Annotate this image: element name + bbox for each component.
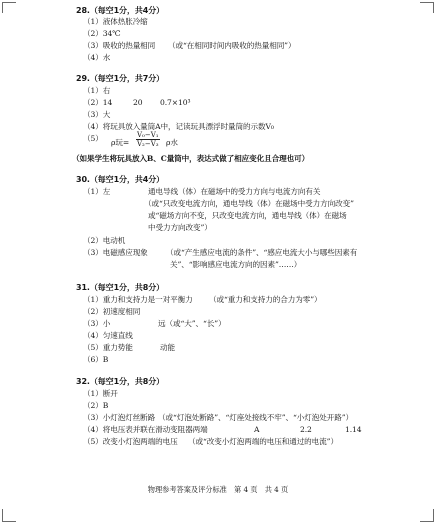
q30-answer-1-line-4: 中受力方向改变”） <box>148 223 212 232</box>
q32-answer-2: （2）B <box>83 401 109 410</box>
q32-answer-1: （1）断开 <box>83 389 118 398</box>
q30-answer-1-label: （1）左 <box>83 187 111 196</box>
q31-answer-3-label: （3）小 <box>83 319 111 328</box>
q29-answer-5-label: （5） <box>83 134 103 143</box>
q28-header: 28.（每空1分，共4分） <box>76 6 165 15</box>
q29-answer-3: （3）大 <box>83 110 111 119</box>
q32-answer-4-value-1: A <box>254 425 260 434</box>
q29-answer-2-mid: 20 <box>133 98 143 107</box>
q28-answer-4: （4）水 <box>83 53 111 62</box>
q28-answer-2: （2）34℃ <box>83 29 121 38</box>
crop-mark-top-right-v <box>433 2 434 13</box>
crop-mark-bottom-right-v <box>433 509 434 522</box>
q31-header: 31.（每空1分，共8分） <box>76 283 165 292</box>
crop-mark-top-left-v <box>2 2 3 13</box>
q28-answer-3: （3）吸收的热量相同 <box>83 41 156 50</box>
q29-formula-denominator: V₂−V₃ <box>137 140 159 148</box>
crop-mark-bottom-left <box>2 521 16 522</box>
q30-answer-1-line-3: 或“磁场方向不变，只改变电流方向，通电导线（体）在磁场 <box>148 211 347 220</box>
q31-answer-4: （4）匀速直线 <box>83 331 133 340</box>
q30-answer-2: （2）电动机 <box>83 236 126 245</box>
q31-answer-3-mid: 远（或“大”、“长”） <box>158 319 226 328</box>
q32-answer-5-alt: （或“改变小灯泡两端的电压和通过的电流”） <box>188 437 338 446</box>
q29-formula-numerator: V₀−V₁ <box>137 131 159 139</box>
crop-mark-top-left <box>2 2 16 3</box>
q29-formula-fraction <box>136 131 160 148</box>
q32-answer-4: （4）将电压表并联在滑动变阻器两端 <box>83 425 208 434</box>
q30-answer-3-label: （3）电磁感应现象 <box>83 248 148 257</box>
q32-answer-4-value-3: 1.14 <box>345 425 362 434</box>
q32-answer-4-value-2: 2.2 <box>300 425 312 434</box>
q28-answer-1: （1）液体热胀冷缩 <box>83 17 148 26</box>
q30-answer-1-line-1: 通电导线（体）在磁场中的受力方向与电流方向有关 <box>148 187 321 196</box>
q32-header: 32.（每空1分，共8分） <box>76 377 165 386</box>
q30-header: 30.（每空1分，共4分） <box>76 175 165 184</box>
q31-answer-1: （1）重力和支持力是一对平衡力 <box>83 295 193 304</box>
q30-answer-1-line-2: （或“只改变电流方向，通电导线（体）在磁场中受力方向改变” <box>144 199 354 208</box>
crop-mark-top-right <box>420 2 434 3</box>
q29-formula-rhs: ρ水 <box>166 138 178 147</box>
q29-header: 29.（每空1分，共7分） <box>76 74 165 83</box>
q29-answer-2-right: 0.7×10³ <box>160 98 191 107</box>
q32-answer-3: （3）小灯泡灯丝断路 <box>83 413 156 422</box>
q32-answer-5: （5）改变小灯泡两端的电压 <box>83 437 178 446</box>
q29-answer-4: （4）将玩具放入量筒A中，记读玩具漂浮时量筒的示数V₀ <box>83 122 274 131</box>
q31-answer-1-alt: （或“重力和支持力的合力为零”） <box>209 295 322 304</box>
page-footer: 物理参考答案及评分标准 第 4 页 共 4 页 <box>147 485 289 494</box>
q29-note: （如果学生将玩具放入B、C量筒中，表达式做了相应变化且合理也可） <box>72 154 310 163</box>
q31-answer-2: （2）初速度相同 <box>83 307 141 316</box>
q31-answer-5-mid: 动能 <box>160 343 175 352</box>
q29-answer-2: （2）14 <box>83 98 113 107</box>
q31-answer-5-label: （5）重力势能 <box>83 343 133 352</box>
crop-mark-bottom-left-v <box>2 509 3 522</box>
q28-answer-3-alt: （或“在相同时间内吸收的热量相同”） <box>168 41 296 50</box>
q30-answer-3-line-2: 关”、“影响感应电流方向的因素”……） <box>170 260 302 269</box>
q30-answer-3-line-1: （或“产生感应电流的条件”、“感应电流大小与哪些因素有 <box>166 248 358 257</box>
q29-formula-lhs: ρ玩= <box>111 138 130 147</box>
q31-answer-6: （6）B <box>83 355 109 364</box>
crop-mark-bottom-right <box>420 521 434 522</box>
q29-answer-1: （1）右 <box>83 86 111 95</box>
q32-answer-3-alt: （或“灯泡处断路”、“灯座处接线不牢”、“小灯泡处开路”） <box>158 413 354 422</box>
